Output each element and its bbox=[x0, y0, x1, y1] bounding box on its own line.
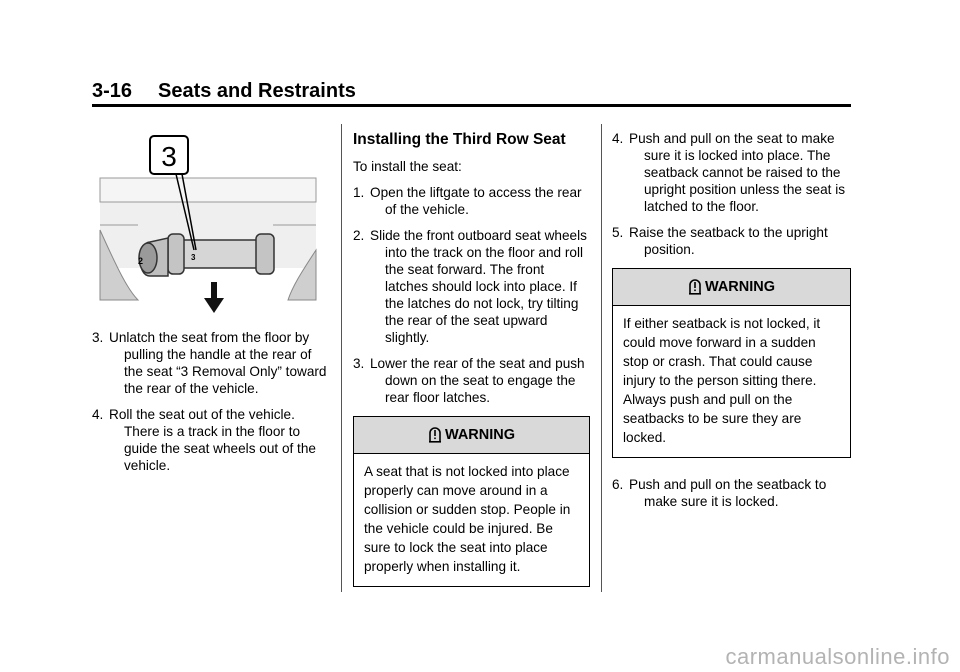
step-item bbox=[353, 184, 590, 218]
column-divider-left bbox=[341, 124, 342, 592]
section-heading: Installing the Third Row Seat bbox=[353, 131, 566, 148]
step-item bbox=[92, 329, 332, 397]
warning-box bbox=[353, 416, 590, 587]
warning-body: A seat that is not locked into place properly can move around in a collision or sudden stop. People in the vehicle could be injured. Be sure to lock the seat into place properly when installing it. bbox=[364, 464, 571, 574]
step-text: Lower the rear of the seat and push down on the seat to engage the rear floor latches. bbox=[370, 356, 585, 405]
step-number: 1. bbox=[353, 185, 365, 200]
step-item bbox=[612, 224, 851, 258]
seat-latch-illustration bbox=[98, 130, 320, 316]
step-item bbox=[612, 476, 851, 510]
step-number: 2. bbox=[353, 228, 365, 243]
warning-box bbox=[612, 268, 851, 458]
warning-title: WARNING bbox=[704, 278, 776, 295]
callout-number: 3 bbox=[161, 141, 177, 172]
warning-body: If either seatback is not locked, it could move forward in a sudden stop or crash. That could cause injury to the person sitting there. Always push and pull on the seatbacks to be sure they are locked. bbox=[623, 316, 821, 445]
step-number: 3. bbox=[92, 330, 104, 345]
column-divider-right bbox=[601, 124, 602, 592]
middle-column bbox=[353, 130, 590, 587]
figure-label-3: 3 bbox=[191, 253, 196, 262]
step-item bbox=[92, 406, 332, 474]
down-arrow-icon bbox=[204, 282, 224, 313]
step-text: Slide the front outboard seat wheels into the track on the floor and roll the seat forward. The front latches should lock into place. If the latches do not lock, try tilting the rear of the seat upward slightly. bbox=[370, 228, 587, 345]
intro-text: To install the seat: bbox=[353, 159, 462, 174]
step-item bbox=[612, 130, 851, 215]
step-text: Unlatch the seat from the floor by pulling the handle at the rear of the seat “3 Removal Only” toward the rear of the vehicle. bbox=[109, 330, 327, 396]
right-column bbox=[612, 130, 851, 519]
warning-header bbox=[354, 417, 589, 454]
step-number: 5. bbox=[612, 225, 624, 240]
step-item bbox=[353, 355, 590, 406]
step-number: 4. bbox=[612, 131, 624, 146]
step-text: Open the liftgate to access the rear of the vehicle. bbox=[370, 185, 582, 217]
page-number: 3-16 bbox=[92, 80, 133, 102]
figure-label-2: 2 bbox=[138, 256, 144, 266]
step-text: Roll the seat out of the vehicle. There is a track in the floor to guide the seat wheels out of the vehicle. bbox=[109, 407, 316, 473]
step-number: 4. bbox=[92, 407, 104, 422]
watermark: carmanualsonline.info bbox=[725, 644, 950, 669]
header-rule bbox=[92, 104, 851, 107]
warning-title: WARNING bbox=[444, 426, 516, 443]
step-item bbox=[353, 227, 590, 346]
step-number: 6. bbox=[612, 477, 624, 492]
warning-icon bbox=[428, 426, 442, 444]
warning-header bbox=[613, 269, 850, 306]
warning-icon bbox=[688, 278, 702, 296]
step-text: Raise the seatback to the upright position. bbox=[629, 225, 828, 257]
left-column bbox=[92, 329, 332, 483]
section-title: Seats and Restraints bbox=[158, 80, 356, 102]
step-text: Push and pull on the seatback to make sure it is locked. bbox=[629, 477, 827, 509]
step-text: Push and pull on the seat to make sure it is locked into place. The seatback cannot be raised to the upright position unless the seat is latched to the floor. bbox=[629, 131, 846, 214]
step-number: 3. bbox=[353, 356, 365, 371]
